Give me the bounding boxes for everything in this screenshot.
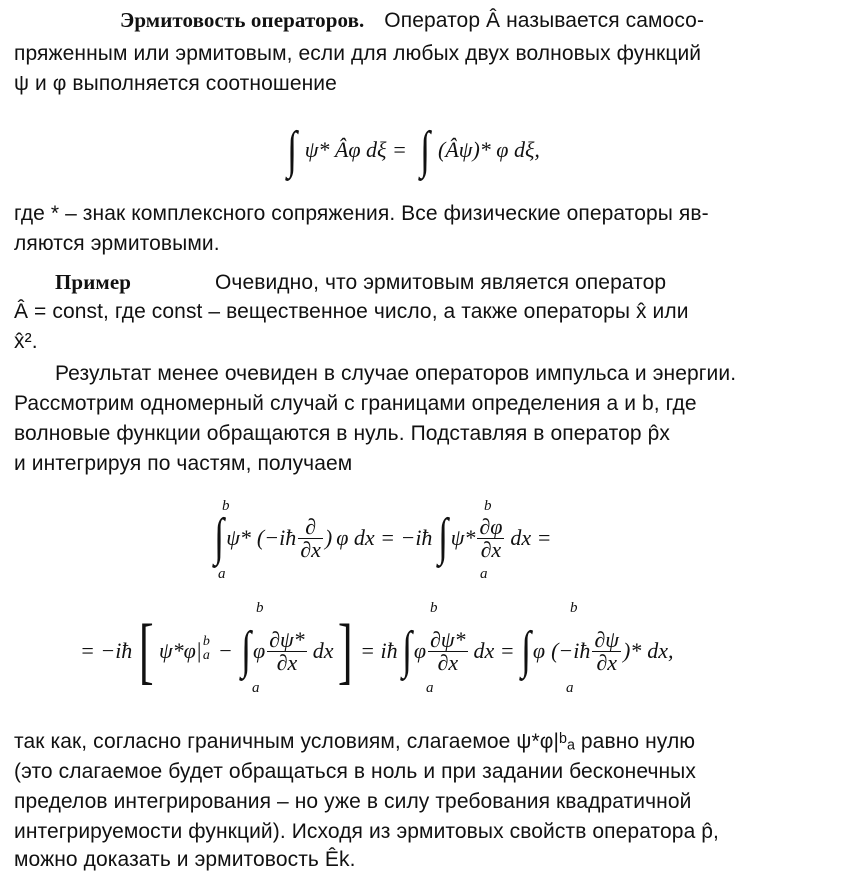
section-heading: Эрмитовость операторов. <box>120 8 365 32</box>
integral-sign: ∫ <box>287 122 298 179</box>
integral-sign: ∫ <box>520 622 531 679</box>
fraction-numerator: ∂ <box>298 516 323 539</box>
equation-term: ψ* <box>450 525 476 550</box>
text-fragment: Оператор Â называется самосо- <box>384 9 705 32</box>
paragraph-line: можно доказать и эрмитовость Êk. <box>14 848 356 871</box>
upper-limit: b <box>430 600 438 616</box>
paragraph-line: Результат менее очевиден в случае операторов импульса и энергии. <box>55 362 737 385</box>
equation-term: ) <box>324 525 333 550</box>
equation-result <box>80 600 760 700</box>
paragraph-line: и интегрируя по частям, получаем <box>14 452 353 475</box>
derivative-fraction <box>477 513 504 562</box>
equation-term: φ <box>252 638 266 663</box>
lower-limit: a <box>480 566 488 582</box>
paragraph-line: ψ и φ выполняется соотношение <box>14 72 337 95</box>
fraction-denominator: ∂x <box>596 649 617 675</box>
lower-limit: a <box>252 680 260 696</box>
paragraph-line: x̂². <box>14 330 38 353</box>
lower-limit: a <box>202 648 210 663</box>
upper-limit: b <box>256 600 264 616</box>
paragraph-line <box>55 270 826 295</box>
paragraph-line: волновые функции обращаются в нуль. Подставляя в оператор p̂x <box>14 422 670 445</box>
paragraph-line: Рассмотрим одномерный случай с границами определения a и b, где <box>14 392 697 415</box>
fraction-denominator: ∂x <box>480 536 502 562</box>
equation-hermitian <box>285 115 540 179</box>
equation-term: − <box>217 638 233 663</box>
equation-term: φ <box>532 638 546 663</box>
equation-term: )* <box>622 638 642 663</box>
integral-sign: ∫ <box>240 622 251 679</box>
paragraph-line: ляются эрмитовыми. <box>14 232 220 255</box>
paragraph-line <box>120 8 826 33</box>
integral-sign: ∫ <box>438 509 449 566</box>
derivative-fraction <box>267 626 307 675</box>
paragraph-line: пряженным или эрмитовым, если для любых двух волновых функций <box>14 42 702 65</box>
derivative-fraction <box>298 513 323 562</box>
fraction-denominator: ∂x <box>276 649 298 675</box>
upper-limit: b <box>222 498 230 514</box>
example-label: Пример <box>55 270 132 294</box>
fraction-numerator: ∂ψ* <box>269 626 305 652</box>
equation-lhs: ψ* Âφ dξ = <box>304 137 407 162</box>
paragraph-line: пределов интегрирования – но уже в силу требования квадратичной <box>14 790 692 813</box>
fraction-numerator: ∂φ <box>479 513 503 539</box>
fraction-numerator: ∂ψ* <box>430 626 466 652</box>
equation-term: = −iħ <box>80 638 133 663</box>
integral-sign: ∫ <box>401 622 412 679</box>
lower-limit: a <box>566 680 574 696</box>
paragraph-line: где * – знак комплексного сопряжения. Все физические операторы яв- <box>14 202 709 225</box>
equation-integration-by-parts <box>212 498 632 590</box>
bracket-open: [ <box>139 610 155 692</box>
upper-limit: b <box>484 498 492 514</box>
paragraph-line: (это слагаемое будет обращаться в ноль и при задании бесконечных <box>14 760 696 783</box>
integral-sign: ∫ <box>420 122 431 179</box>
bracket-close: ] <box>338 610 354 692</box>
evaluation-limits <box>203 635 210 663</box>
equation-term: φ dx = −iħ <box>336 525 433 550</box>
lower-limit: a <box>426 680 434 696</box>
paragraph-line: Â = const, где const – вещественное число, а также операторы x̂ или <box>14 300 689 323</box>
lower-limit: a <box>218 566 226 582</box>
equation-term: dx <box>312 638 334 663</box>
equation-term: dx, <box>647 638 674 663</box>
text-fragment: Очевидно, что эрмитовым является оператор <box>214 271 667 294</box>
equation-term: dx = <box>510 525 552 550</box>
paragraph-line: так как, согласно граничным условиям, слагаемое ψ*φ|ᵇₐ равно нулю <box>14 730 696 753</box>
equation-rhs: (Âψ)* φ dξ, <box>438 137 540 162</box>
fraction-denominator: ∂x <box>300 536 321 562</box>
equation-term: φ <box>413 638 426 663</box>
equation-term: = iħ <box>360 638 398 663</box>
fraction-numerator: ∂ψ <box>594 626 619 652</box>
equation-term: ψ* <box>226 525 251 550</box>
equation-term: ψ*φ| <box>158 638 202 663</box>
derivative-fraction <box>592 626 621 675</box>
upper-limit: b <box>570 600 578 616</box>
fraction-denominator: ∂x <box>437 649 459 675</box>
upper-limit: b <box>202 634 210 649</box>
integral-sign: ∫ <box>214 509 225 566</box>
derivative-fraction <box>428 626 468 675</box>
equation-term: (−iħ <box>551 638 591 663</box>
equation-term: (−iħ <box>256 525 297 550</box>
paragraph-line: интегрируемости функций). Исходя из эрмитовых свойств оператора p̂, <box>14 820 719 843</box>
equation-term: dx = <box>473 638 515 663</box>
